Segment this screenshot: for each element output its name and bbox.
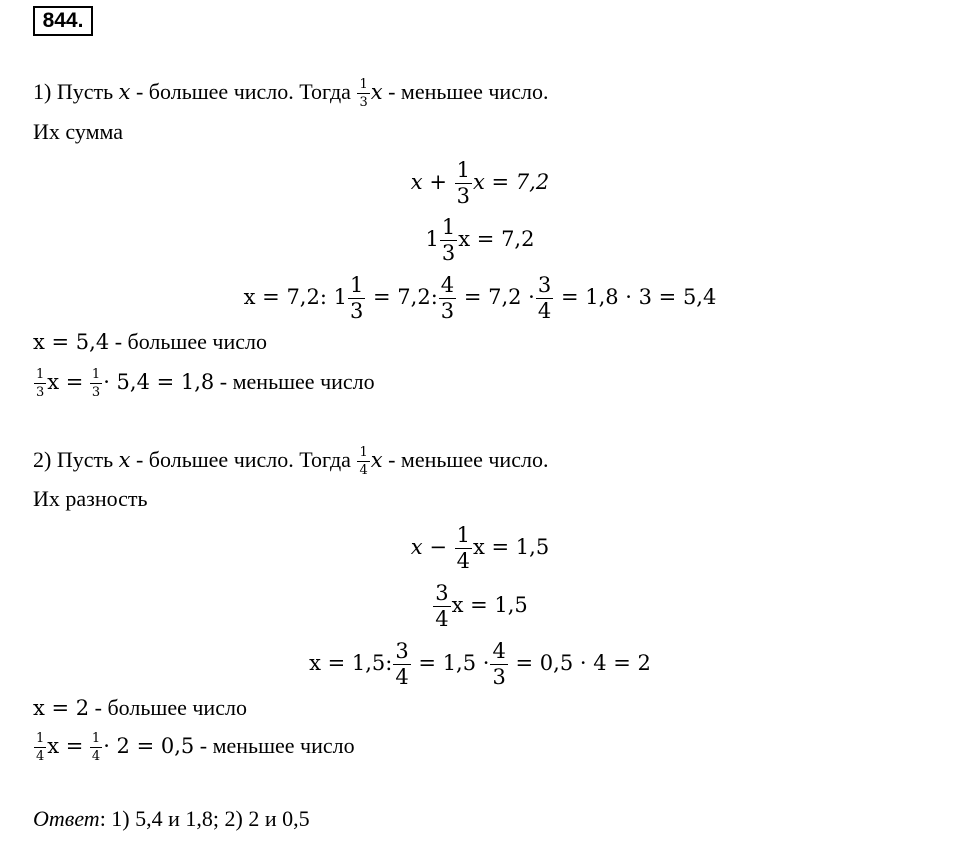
- problem-number: 844.: [33, 6, 93, 36]
- part1-fraction: $\frac{1}{3}$: [359, 77, 368, 111]
- part2-end: - меньшее число.: [388, 447, 549, 472]
- part2-statement: [33, 446, 548, 477]
- answer-line: [33, 805, 310, 833]
- part2-eq3: x = 1,5: $\frac{3}{4}$ = 1,5 · $\frac{4}{3}$ = 0,5 · 4 = 2: [309, 639, 651, 689]
- part1-mid: - большее число. Тогда: [135, 79, 351, 104]
- part2-eq2: $\frac{3}{4}$ x = 1,5: [435, 581, 528, 631]
- answer-text: : 1) 5,4 и 1,8; 2) 2 и 0,5: [99, 806, 310, 831]
- part2-mid: - большее число. Тогда: [135, 447, 351, 472]
- part2-var: x: [118, 448, 131, 472]
- part1-statement: [33, 78, 548, 109]
- answer-label: Ответ: [33, 806, 100, 831]
- part2-eq1: x − $\frac{1}{4}$ x = 1,5: [410, 523, 550, 573]
- part2-result-small: $\frac{1}{4}$ x = $\frac{1}{4}$ · 2 = 0,5 - меньшее число: [36, 731, 355, 765]
- part1-eq1: x + $\frac{1}{3}$ x = 7,2: [410, 158, 550, 208]
- part1-var: x: [118, 80, 131, 104]
- part2-result-big: x = 2 - большее число: [33, 695, 247, 720]
- part2-intro: 2) Пусть: [33, 447, 114, 472]
- part1-result-big: x = 5,4 - большее число: [33, 329, 267, 354]
- part1-var-2: x: [370, 80, 383, 104]
- part2-var-2: x: [370, 448, 383, 472]
- part1-eq3: x = 7,2: 1 $\frac{1}{3}$ = 7,2: $\frac{4}{3}$ = 7,2 · $\frac{3}{4}$ = 1,8 · 3 = 5,4: [243, 273, 717, 323]
- part2-fraction: $\frac{1}{4}$: [359, 445, 368, 479]
- part1-sum-label: Их сумма: [33, 119, 124, 144]
- part1-eq2: 1 $\frac{1}{3}$ x = 7,2: [425, 215, 535, 265]
- part2-diff-label: Их разность: [33, 486, 148, 511]
- part1-result-small: $\frac{1}{3}$ x = $\frac{1}{3}$ · 5,4 = 1,8 - меньшее число: [36, 367, 375, 401]
- part1-end: - меньшее число.: [388, 79, 549, 104]
- part1-intro: 1) Пусть: [33, 79, 114, 104]
